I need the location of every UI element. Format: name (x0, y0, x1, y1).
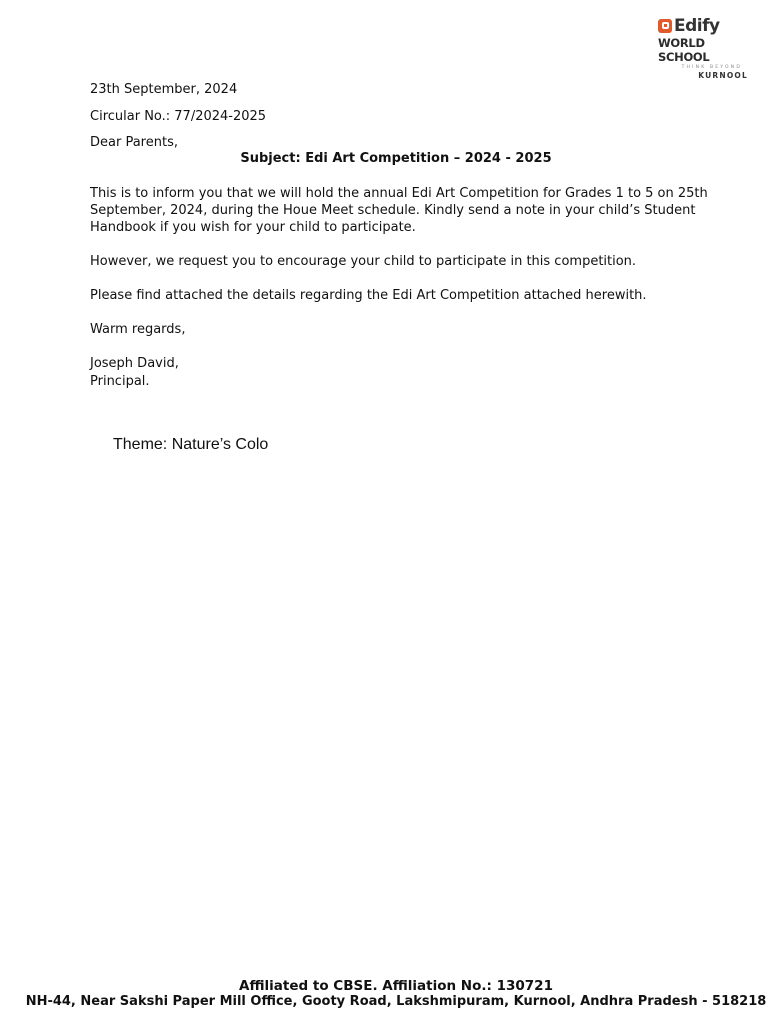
footer-address: NH-44, Near Sakshi Paper Mill Office, Gooty Road, Lakshmipuram, Kurnool, Andhra Pradesh - 518218 (25, 994, 767, 1009)
closing: Warm regards, (90, 322, 186, 337)
subject-line: Subject: Edi Art Competition – 2024 - 2025 (240, 151, 552, 166)
paragraph-announcement: This is to inform you that we will hold the annual Edi Art Competition for Grades 1 to 5 on 25th September, 2024, during the Houe Meet schedule. Kindly send a note in your child’s Student Handbook if you wish for your child to participate. (90, 186, 708, 235)
circular-number: Circular No.: 77/2024-2025 (90, 109, 267, 124)
letter-date: 23th September, 2024 (90, 82, 238, 97)
logo-tagline: THINK BEYOND (681, 65, 742, 70)
paragraph-encourage: However, we request you to encourage your child to participate in this competition. (90, 254, 637, 269)
logo-school-name: WORLD SCHOOL (658, 36, 710, 64)
salutation: Dear Parents, (90, 135, 178, 150)
school-logo (658, 16, 748, 80)
logo-brand: Edify (674, 16, 720, 36)
theme-text: Theme: Nature’s Colo (113, 436, 269, 453)
signatory-name: Joseph David, (90, 356, 179, 371)
paragraph-attachment: Please find attached the details regarding the Edi Art Competition attached herewith. (90, 288, 647, 303)
edify-logo-icon (658, 19, 672, 33)
footer-affiliation: Affiliated to CBSE. Affiliation No.: 130721 (239, 978, 553, 994)
signatory-title: Principal. (90, 374, 150, 389)
logo-city: KURNOOL (698, 71, 748, 80)
